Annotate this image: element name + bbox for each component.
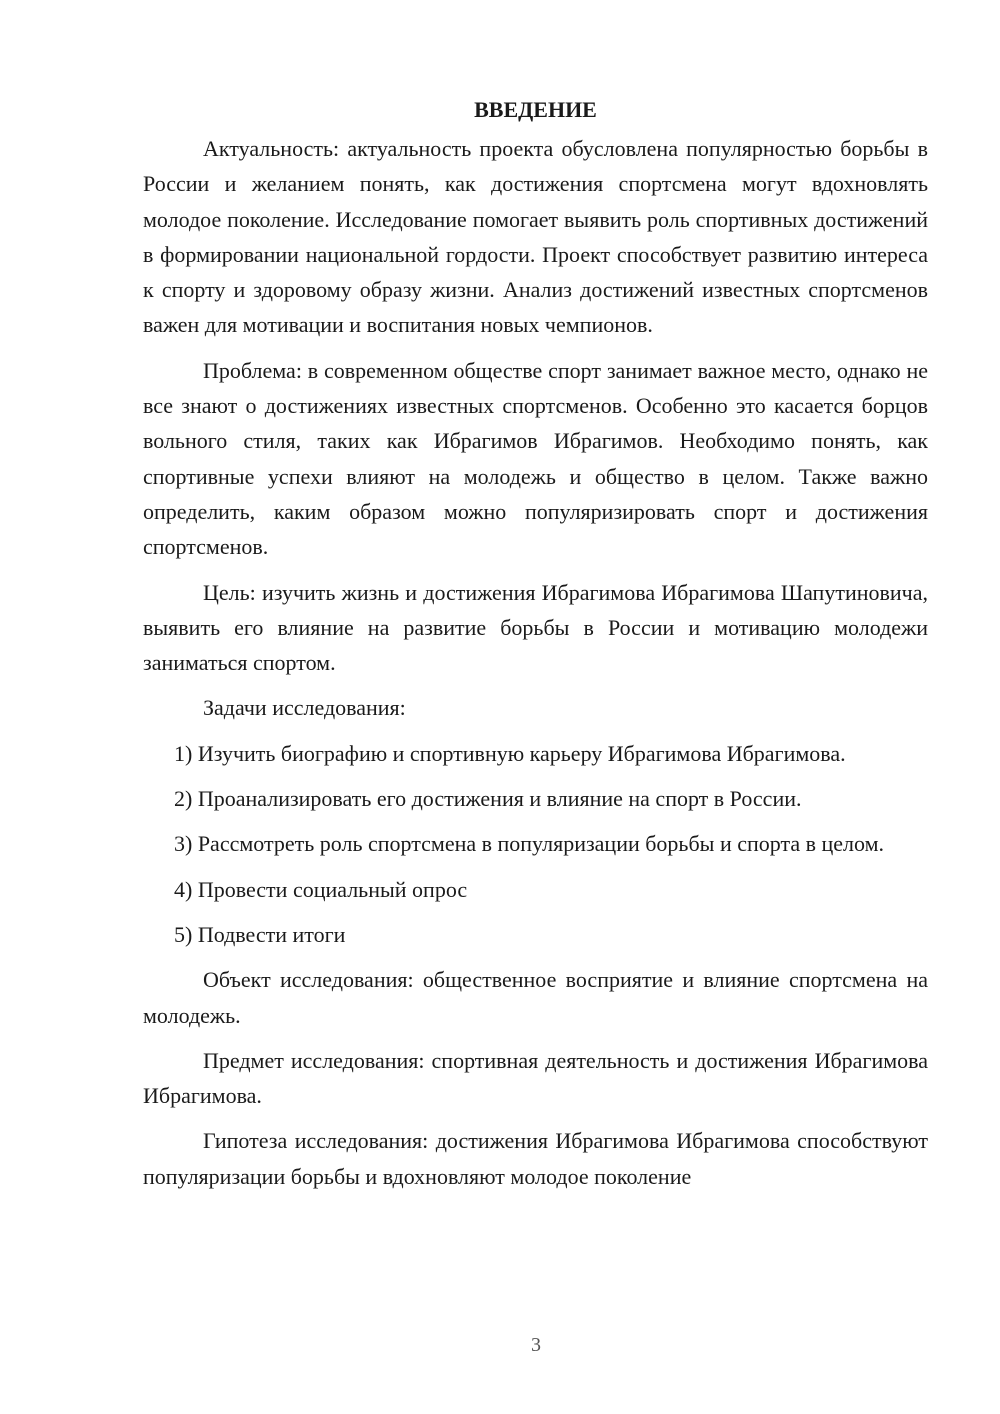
problem-paragraph: Проблема: в современном обществе спорт занимает важное место, однако не все знают о достижениях известных спортсменов. Особенно это касается борцов вольного стиля, таких как Ибрагимов Ибрагимов. Необходимо понять, как спортивные успехи влияют на молодежь и общество в целом. Также важно определить, каким образом можно популяризировать спорт и достижения спортсменов.	[143, 357, 928, 560]
hypothesis-paragraph: Гипотеза исследования: достижения Ибрагимова Ибрагимова способствуют популяризации борьбы и вдохновляют молодое поколение	[143, 1128, 928, 1189]
task-item-3: 3) Рассмотреть роль спортсмена в популяризации борьбы и спорта в целом.	[174, 831, 885, 857]
task-item-5: 5) Подвести итоги	[174, 921, 346, 947]
task-item-2: 2) Проанализировать его достижения и влияние на спорт в России.	[174, 786, 802, 812]
relevance-paragraph: Актуальность: актуальность проекта обусловлена популярностью борьбы в России и желанием понять, как достижения спортсмена могут вдохновлять молодое поколение. Исследование помогает выявить роль спортивных достижений в формировании национальной гордости. Проект способствует развитию интереса к спорту и здоровому образу жизни. Анализ достижений известных спортсменов важен для мотивации и воспитания новых чемпионов.	[143, 136, 928, 338]
task-item-1: 1) Изучить биографию и спортивную карьеру Ибрагимова Ибрагимова.	[174, 740, 846, 766]
section-title: ВВЕДЕНИЕ	[474, 97, 597, 122]
object-paragraph: Объект исследования: общественное восприятие и влияние спортсмена на молодежь.	[143, 967, 928, 1028]
task-item-4: 4) Провести социальный опрос	[174, 876, 468, 902]
tasks-heading: Задачи исследования:	[203, 695, 406, 721]
page-content	[143, 92, 928, 1194]
goal-paragraph: Цель: изучить жизнь и достижения Ибрагимова Ибрагимова Шапутиновича, выявить его влияние на развитие борьбы в России и мотивацию молодежи заниматься спортом.	[143, 579, 928, 676]
page-number: 3	[531, 1334, 541, 1356]
subject-paragraph: Предмет исследования: спортивная деятельность и достижения Ибрагимова Ибрагимова.	[143, 1047, 928, 1109]
